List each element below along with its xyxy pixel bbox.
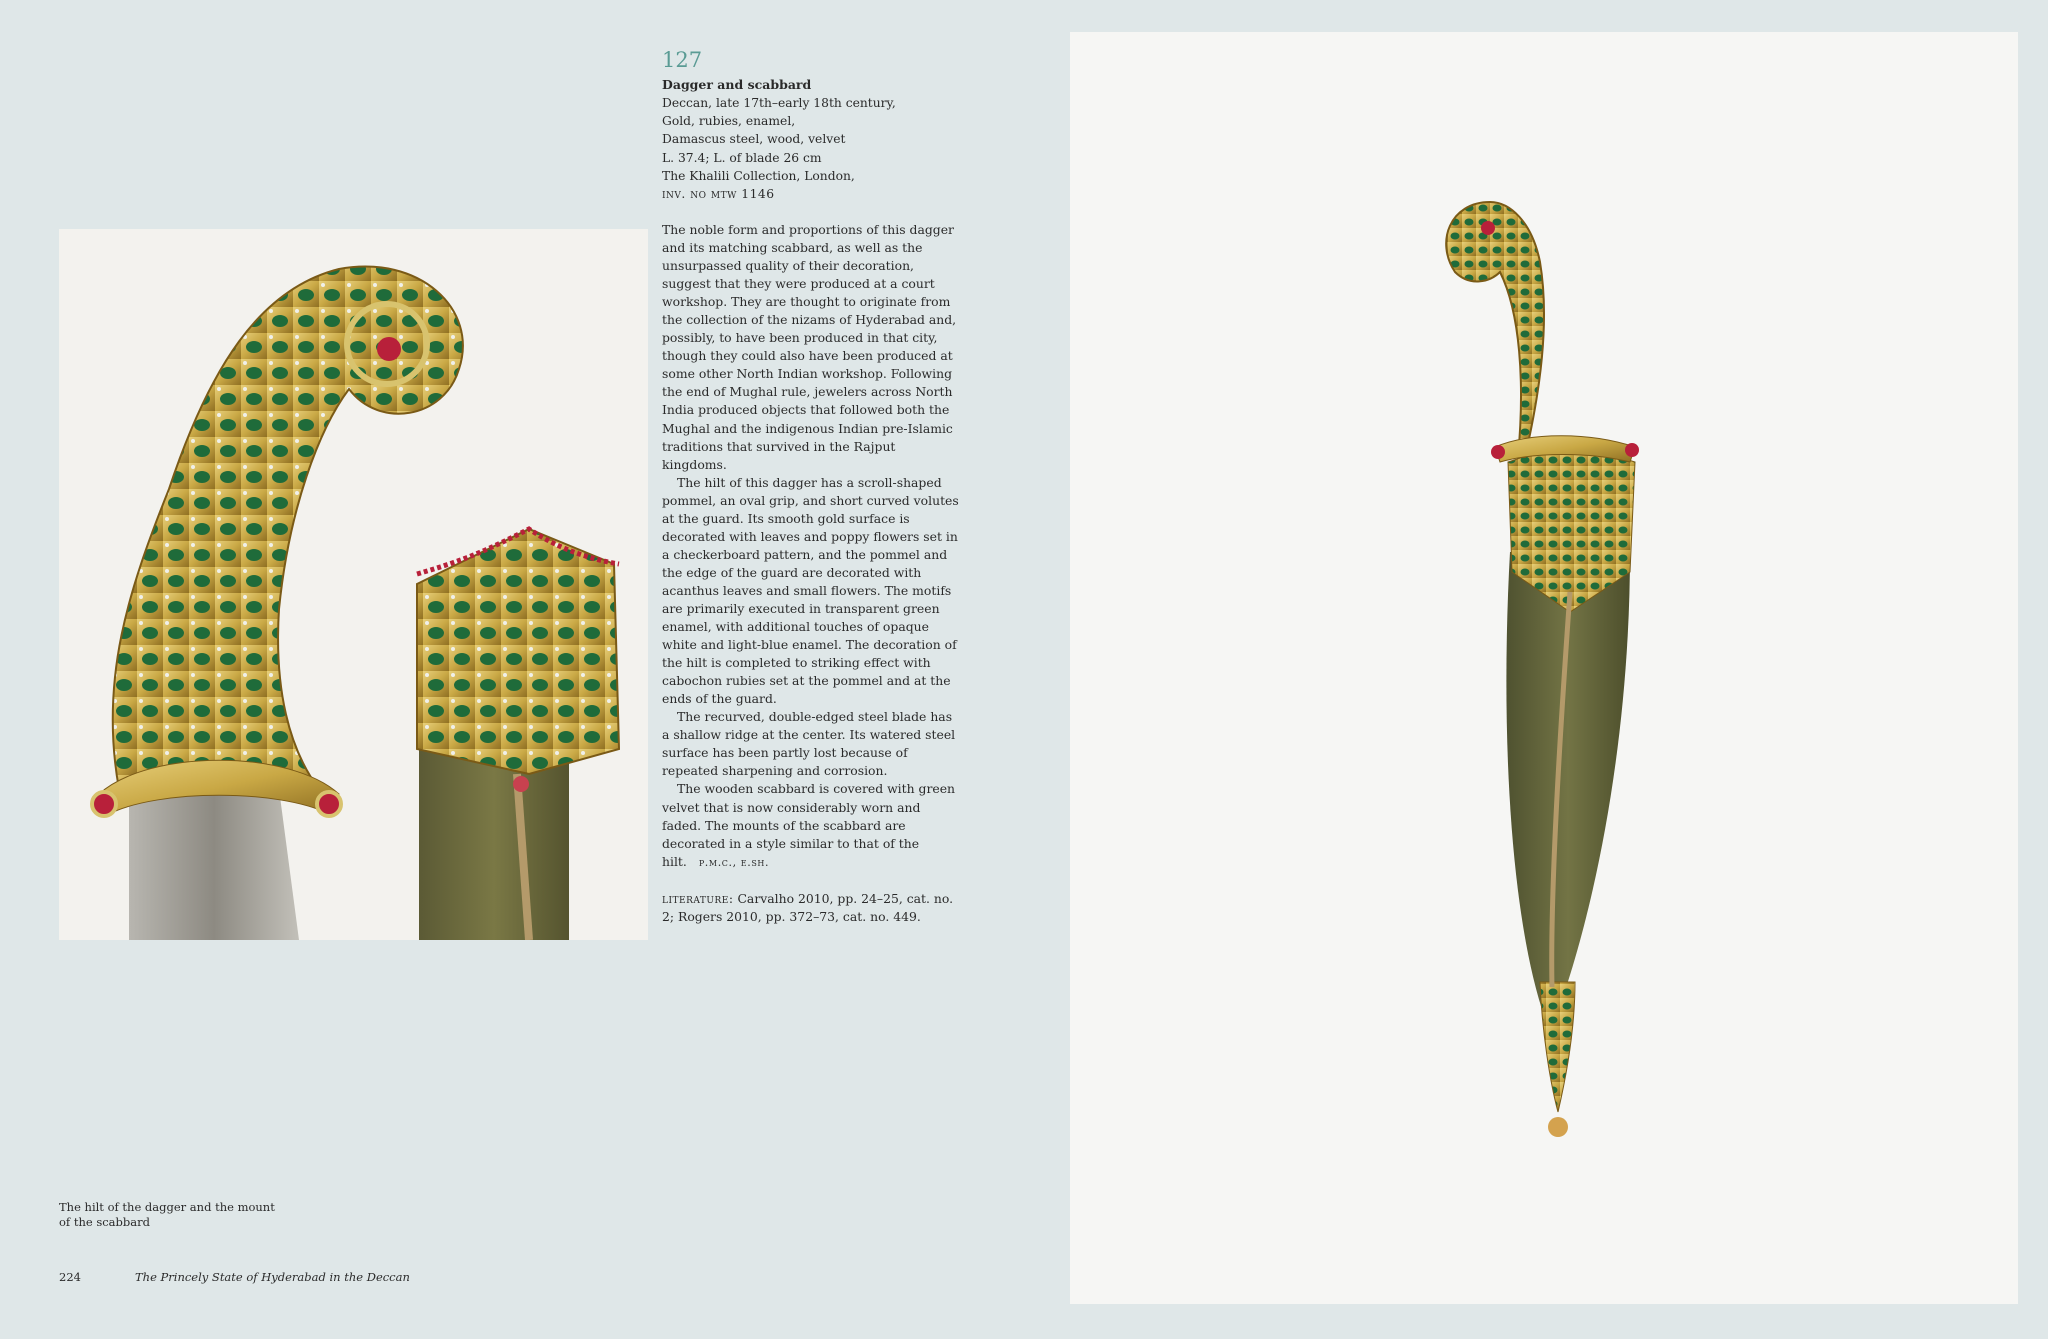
body-paragraph-text: The wooden scabbard is covered with green velvet that is now considerably worn and faded. The mounts of the scabbard are decorated in a style similar to that of the hilt. (662, 781, 956, 869)
body-paragraph: The recurved, double-edged steel blade has a shallow ridge at the center. Its watered steel surface has been partly lost because of repeated sharpening and corrosion. (662, 709, 956, 779)
body-paragraph: The noble form and proportions of this dagger and its matching scabbard, as well as the unsurpassed quality of their decoration, suggest that they were produced at a court workshop. They are thought to originate from the collection of the nizams of Hyderabad and, possibly, to have been produced in that city, though they could also have been produced at some other North Indian workshop. Following the end of Mughal rule, jewelers across North India produced objects that followed both the Mughal and the indigenous Indian pre-Islamic traditions that survived in the Rajput kingdoms. (662, 222, 957, 472)
meta-collection: The Khalili Collection, London, (662, 168, 855, 183)
photo-caption: The hilt of the dagger and the mount of the scabbard (59, 1200, 275, 1229)
body-paragraph (662, 780, 962, 871)
dagger-full-photo (1070, 32, 2018, 1304)
literature-label: literature: (662, 890, 734, 906)
meta-materials-cont: Damascus steel, wood, velvet (662, 132, 846, 147)
meta-date: Deccan, late 17th–early 18th century, (662, 96, 896, 110)
literature-text: Carvalho 2010, pp. 24–25, cat. no. 2; Rogers 2010, pp. 372–73, cat. no. 449. (662, 890, 954, 924)
inventory-number: inv. no mtw 1146 (662, 187, 775, 202)
entry-body (662, 221, 962, 926)
running-head: The Princely State of Hyderabad in the Deccan (135, 1270, 410, 1284)
catalogue-number: 127 (662, 48, 703, 72)
page-number: 224 (59, 1270, 81, 1284)
body-paragraph: The hilt of this dagger has a scroll-shaped pommel, an oval grip, and short curved volutes at the guard. Its smooth gold surface is decorated with leaves and poppy flowers set in a checkerboard pattern, and the pommel and the edge of the guard are decorated with acanthus leaves and small flowers. The motifs are primarily executed in transparent green enamel, with additional touches of opaque white and light-blue enamel. The decoration of the hilt is completed to striking effect with cabochon rubies set at the pommel and at the ends of the guard. (662, 474, 959, 707)
meta-dimensions: L. 37.4; L. of blade 26 cm (662, 150, 822, 165)
literature (662, 890, 962, 926)
hilt-illustration (59, 229, 648, 940)
dagger-illustration (1070, 32, 2018, 1304)
catalogue-entry (662, 48, 962, 203)
hilt-detail-photo (59, 229, 648, 940)
object-title: Dagger and scabbard (662, 77, 812, 92)
meta-materials: Gold, rubies, enamel, (662, 114, 796, 129)
author-initials: p.m.c., e.sh. (698, 855, 770, 869)
